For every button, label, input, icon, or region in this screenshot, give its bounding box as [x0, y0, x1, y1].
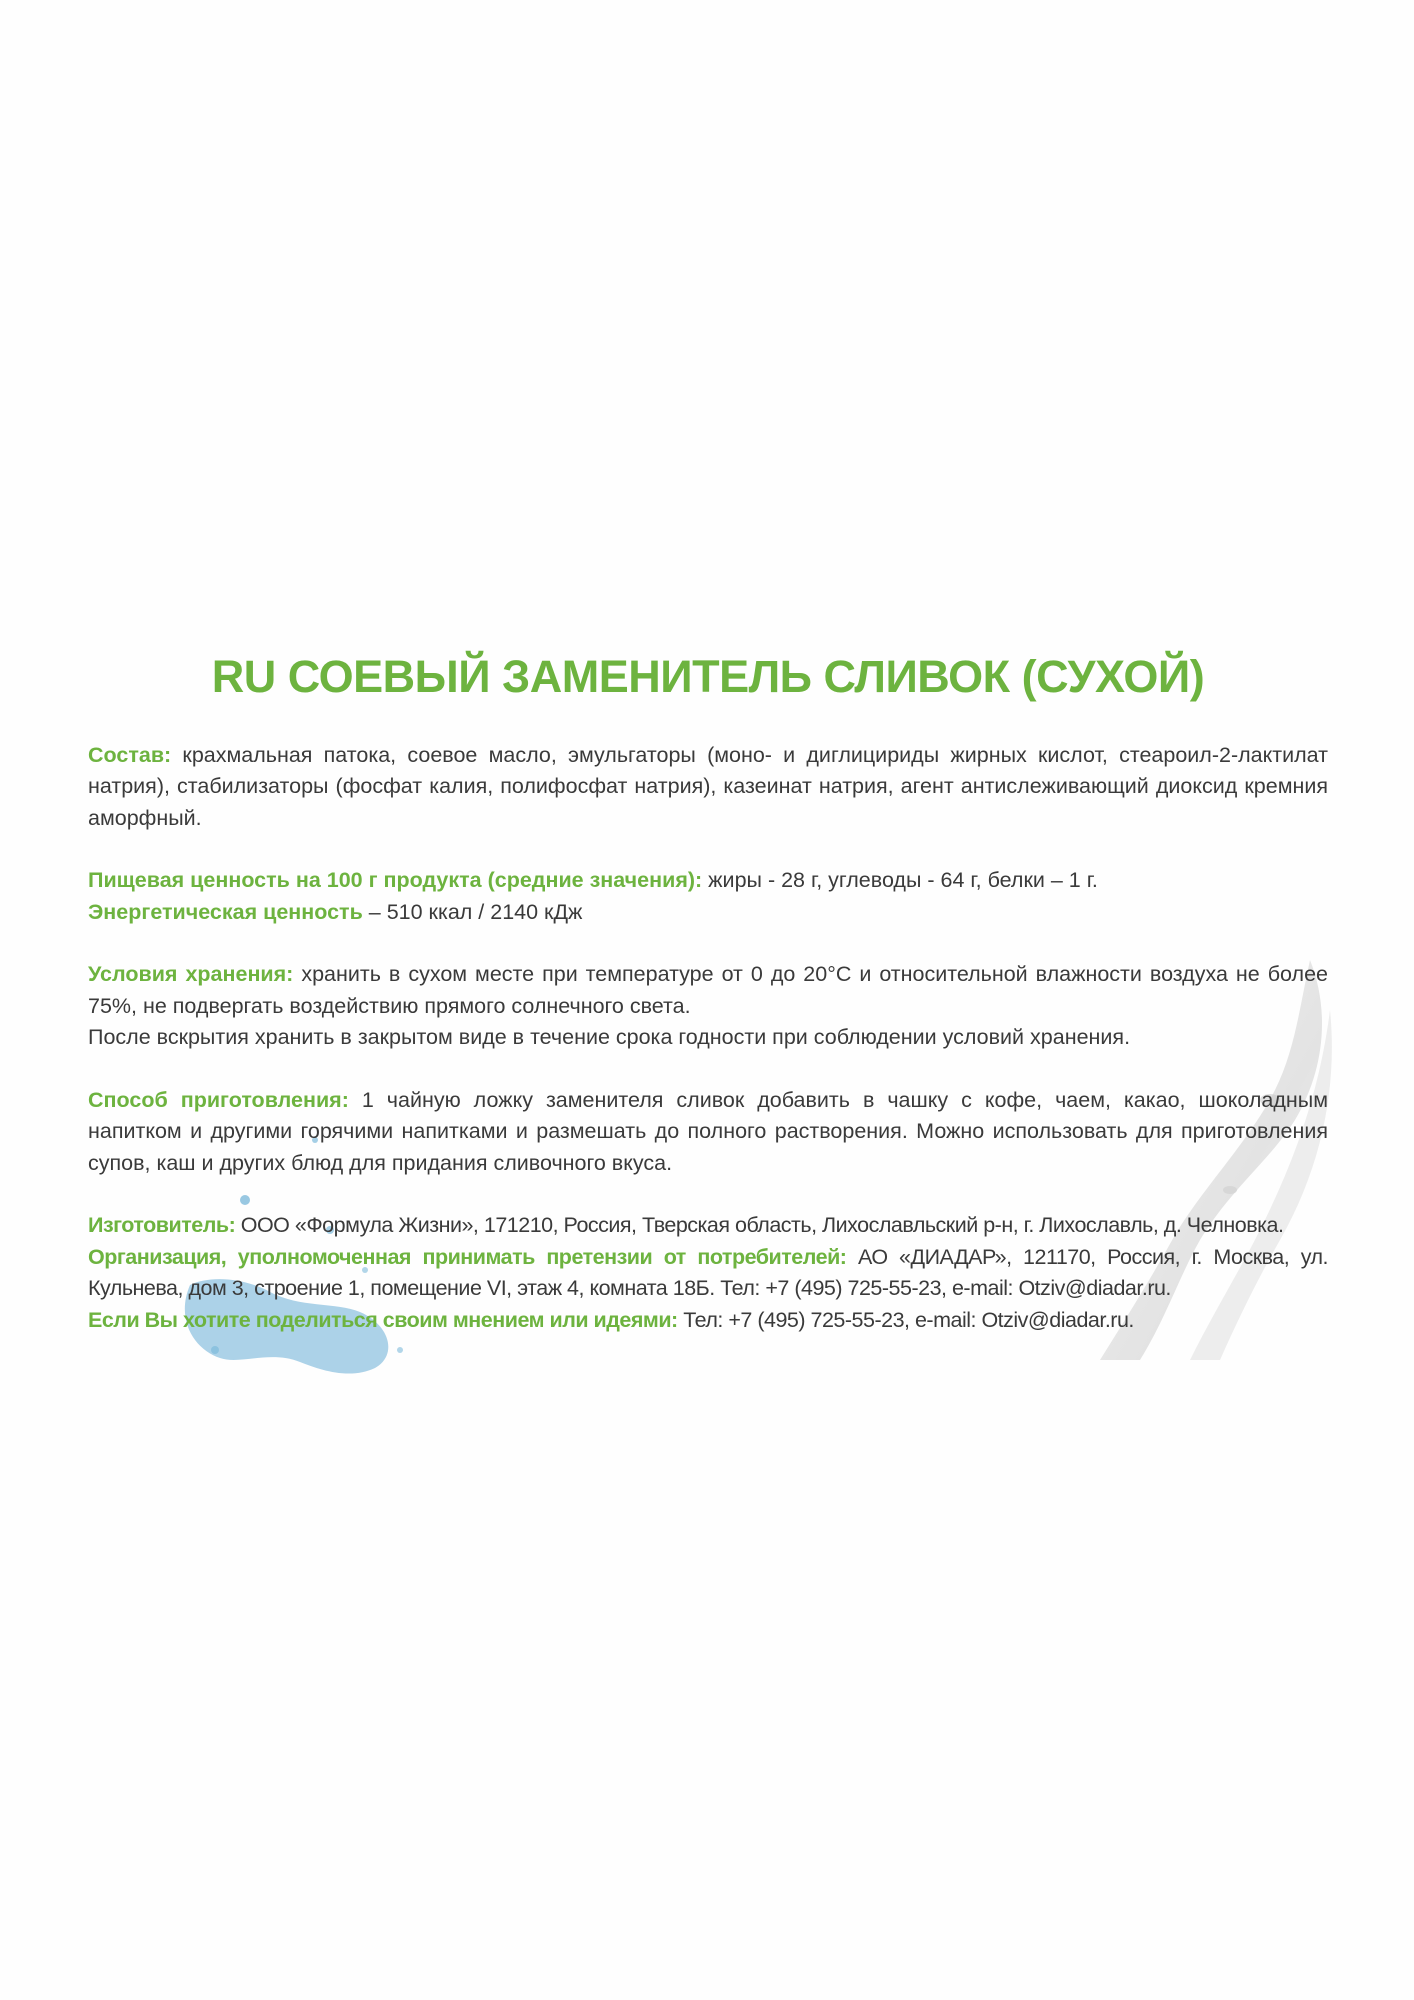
storage-after-opening: После вскрытия хранить в закрытом виде в течение срока годности при соблюдении условий хранения. — [88, 1025, 1131, 1049]
storage-label: Условия хранения: — [88, 962, 294, 986]
energy-text: – 510 ккал / 2140 кДж — [362, 899, 583, 924]
energy-label: Энергетическая ценность — [88, 899, 363, 924]
organization-text: АО «ДИАДАР», 121170, Россия, г. Москва, ул. Кульнева, дом 3, строение 1, помещение VI, этаж 4, комната 18Б. Тел: +7 (495) 725-55-23, e-mail: Otziv@diadar.ru. — [88, 1244, 1329, 1300]
nutrition-text: жиры - 28 г, углеводы - 64 г, белки – 1 г. — [702, 868, 1098, 892]
composition-text: крахмальная патока, соевое масло, эмульгаторы (моно- и диглицириды жирных кислот, стеароил-2-лактилат натрия), стабилизаторы (фосфат калия, полифосфат натрия), казеинат натрия, агент антислеживающий диоксид кремния аморфный. — [88, 742, 1328, 830]
composition-label: Состав: — [88, 742, 172, 767]
preparation-label: Способ приготовления: — [88, 1087, 349, 1112]
storage-section — [88, 959, 1328, 1054]
manufacturer-text: ООО «Формула Жизни», 171210, Россия, Тверская область, Лихославльский р-н, г. Лихославль, д. Челновка. — [235, 1213, 1284, 1237]
storage-text: хранить в сухом месте при температуре от 0 до 20°С и относительной влажности воздуха не более 75%, не подвергать воздействию прямого солнечного света. — [88, 962, 1329, 1018]
product-title: RU СОЕВЫЙ ЗАМЕНИТЕЛЬ СЛИВОК (СУХОЙ) — [211, 651, 1205, 702]
preparation-section — [88, 1085, 1328, 1180]
feedback-label: Если Вы хотите поделиться своим мнением или идеями: — [88, 1307, 678, 1332]
organization-label: Организация, уполномоченная принимать претензии от потребителей: — [88, 1244, 847, 1269]
label-text-block — [88, 652, 1328, 1367]
nutrition-section — [88, 865, 1328, 928]
composition-section — [88, 740, 1328, 835]
feedback-text: Тел: +7 (495) 725-55-23, e-mail: Otziv@diadar.ru. — [677, 1307, 1134, 1332]
manufacturer-label: Изготовитель: — [88, 1213, 236, 1237]
nutrition-label: Пищевая ценность на 100 г продукта (средние значения): — [88, 868, 703, 892]
preparation-text: 1 чайную ложку заменителя сливок добавить в чашку с кофе, чаем, какао, шоколадным напитком и другими горячими напитками и размешать до полного растворения. Можно использовать для приготовления супов, каш и других блюд для придания сливочного вкуса. — [88, 1087, 1328, 1175]
contacts-section — [88, 1210, 1328, 1336]
